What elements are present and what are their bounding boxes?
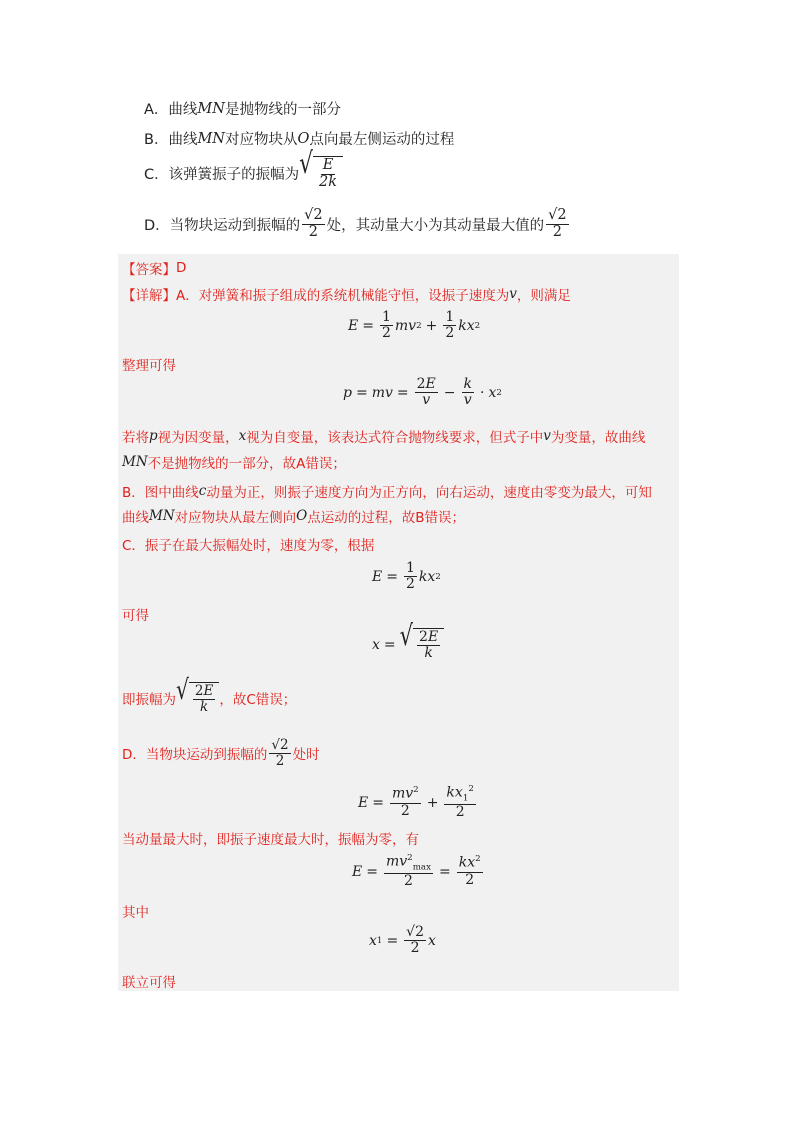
detail-c3-rest: ，故C错误； — [219, 692, 297, 709]
detail-b1-pre: B．图中曲线 — [122, 485, 199, 501]
detail-a3-pre: 若将 — [122, 430, 149, 446]
option-b-text1: 曲线 — [168, 132, 198, 148]
option-d-num2: √2 — [548, 207, 567, 223]
detail-arrange-text: 整理可得 — [122, 358, 176, 374]
detail-b2-pre: 曲线 — [122, 510, 149, 526]
detail-d3-text: 其中 — [122, 905, 149, 921]
option-d-den1: 2 — [308, 223, 319, 240]
detail-line-a4 — [122, 452, 346, 472]
detail-b2-rest: 点运动的过程，故B错误； — [307, 510, 465, 526]
detail-c-get-text: 可得 — [122, 608, 149, 624]
detail-a4-mn: MN — [122, 454, 148, 470]
option-a-text2: 是抛物线的一部分 — [224, 102, 341, 118]
detail-b2-mn: MN — [149, 508, 175, 524]
equation-x1: x 1 = $\frac{√2}{2}$ x — [369, 924, 436, 957]
detail-d1-rest: 处时 — [292, 747, 320, 764]
option-b-mn: MN — [197, 130, 225, 147]
option-d-label: D． — [144, 217, 170, 234]
option-a-mn: MN — [197, 100, 225, 117]
option-c-sqrt: √ $\frac{E}{2k}$ — [299, 156, 343, 191]
detail-line-c1 — [122, 534, 374, 554]
detail-line-d4 — [122, 971, 176, 991]
detail-d1-fraction: $\frac{√2}{2}$ — [271, 737, 289, 769]
detail-a1-v: v — [509, 286, 517, 302]
detail-b1-rest: 动量为正，则振子速度方向为正方向，向右运动，速度由零变为最大，可知 — [206, 485, 652, 501]
option-c-label: C． — [144, 166, 169, 183]
detail-a3-mid3: 为变量，故曲线 — [550, 430, 646, 446]
option-c-text1: 该弹簧振子的振幅为 — [168, 166, 300, 183]
detail-line-d1 — [122, 738, 320, 769]
equation-momentum: p = mv = $\frac{2E}{v}$ − $\frac{k}{v}$ · x 2 — [343, 376, 502, 409]
equation-energy-max: E = $\frac{mv^2_{max}}{2}$ = $\frac{kx^2}{2}$ — [352, 853, 481, 889]
detail-line-d2 — [122, 828, 419, 848]
option-d-num1: √2 — [304, 207, 323, 223]
option-a — [144, 98, 341, 119]
detail-a3-p: p — [149, 428, 158, 444]
detail-c-get — [122, 604, 149, 624]
detail-b2-o: O — [296, 508, 308, 524]
answer-label: 【答案】 — [122, 262, 176, 278]
detail-line-b1 — [122, 481, 652, 501]
option-d-fraction-2 — [546, 208, 568, 241]
equation-spring-energy: E = $\frac{1}{2}$ kx 2 — [372, 560, 441, 593]
option-b-text3: 点向最左侧运动的过程 — [309, 132, 455, 148]
equation-energy: E = $\frac{1}{2}$ mv 2 + $\frac{1}{2}$ kx 2 — [348, 309, 481, 342]
detail-line-a3 — [122, 426, 645, 446]
option-d-den2: 2 — [552, 223, 562, 240]
answer-value: D — [176, 260, 187, 276]
option-b-text2: 对应物块从 — [225, 132, 298, 148]
equation-energy-d: E = $\frac{mv^2}{2}$ + $\frac{kx_1^2}{2}$ — [358, 784, 474, 820]
detail-a3-x: x — [238, 428, 247, 444]
detail-b1-c: c — [198, 483, 207, 499]
option-c-num: E — [322, 157, 334, 173]
option-a-text1: 曲线 — [168, 102, 198, 118]
detail-d4-text: 联立可得 — [122, 975, 176, 991]
detail-d2-text: 当动量最大时，即振子速度最大时，振幅为零，有 — [122, 832, 419, 848]
option-d-fraction-1 — [302, 208, 324, 241]
option-c-den: 2k — [318, 173, 337, 190]
option-a-label: A． — [144, 102, 169, 118]
detail-line-b2 — [122, 506, 465, 526]
equation-amplitude: x = √ $\frac{2E}{k}$ — [372, 628, 444, 662]
detail-c3-sqrt: √ $\frac{2E}{k}$ — [176, 682, 219, 715]
detail-a1-prefix: A．对弹簧和振子组成的系统机械能守恒，设振子速度为 — [176, 288, 510, 304]
detail-label: 【详解】 — [122, 288, 176, 304]
option-d — [144, 208, 571, 241]
detail-a3-mid2: 视为自变量，该表达式符合抛物线要求，但式子中 — [246, 430, 544, 446]
option-b — [144, 128, 454, 149]
detail-a1-suffix: ，则满足 — [516, 288, 571, 304]
detail-line-c3 — [122, 673, 297, 715]
detail-a4-rest: 不是抛物线的一部分，故A错误； — [147, 456, 346, 472]
option-d-text1: 当物块运动到振幅的 — [169, 217, 301, 234]
option-c-fraction — [317, 158, 339, 191]
detail-line-a1 — [122, 284, 571, 304]
detail-arrange — [122, 354, 176, 374]
detail-a3-v: v — [543, 428, 551, 444]
detail-b2-mid: 对应物块从最左侧向 — [174, 510, 297, 526]
option-c — [144, 147, 343, 191]
option-d-text2: 处，其动量大小为其动量最大值的 — [326, 217, 545, 234]
option-b-label: B． — [144, 132, 169, 148]
detail-line-d3 — [122, 901, 149, 921]
answer-line — [122, 258, 186, 278]
detail-c3-pre: 即振幅为 — [122, 692, 176, 709]
detail-d1-pre: D．当物块运动到振幅的 — [122, 747, 268, 764]
detail-a3-mid1: 视为因变量， — [157, 430, 239, 446]
option-b-o: O — [297, 130, 310, 147]
detail-c1-text: C．振子在最大振幅处时，速度为零，根据 — [122, 538, 375, 554]
